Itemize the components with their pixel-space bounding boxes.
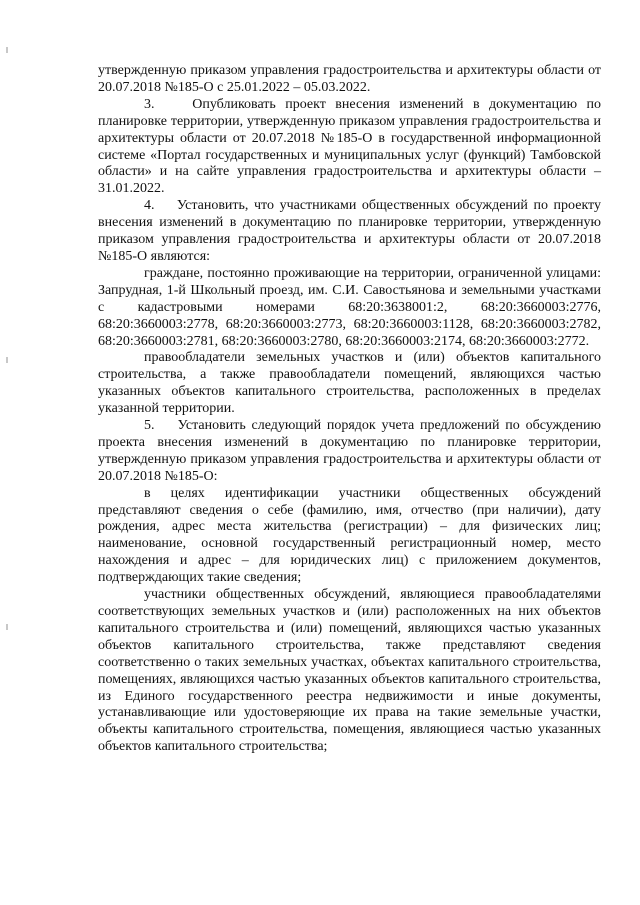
paragraph-rightholders: правообладатели земельных участков и (или) объектов капитального строительства, а также правообладатели помещений, являющихся частью указанных объектов капитального строительства, расположенных в пределах указанной территории.: [98, 350, 601, 417]
scan-mark: [6, 624, 8, 630]
paragraph-continuation: утвержденную приказом управления градостроительства и архитектуры области от 20.07.2018 №185-О с 25.01.2022 – 05.03.2022.: [98, 63, 601, 95]
document-body: [98, 63, 601, 756]
scan-mark: [6, 357, 8, 363]
scan-mark: [6, 47, 8, 53]
paragraph-item-5: 5. Установить следующий порядок учета предложений по обсуждению проекта внесения изменений в документацию по планировке территории, утвержденную приказом управления градостроительства и архитектуры области от 20.07.2018 №185-О:: [98, 418, 601, 484]
paragraph-item-4: 4. Установить, что участниками общественных обсуждений по проекту внесения изменений в документацию по планировке территории, утвержденную приказом управления градостроительства и архитектуры области от 20.07.2018 №185-О являются:: [98, 198, 601, 264]
paragraph-residents: граждане, постоянно проживающие на территории, ограниченной улицами: Запрудная, 1-й Школьный проезд, им. С.И. Савостьянова и земельными участками с кадастровыми номерами 68:20:3638001:2, 68:20:3660003:2776, 68:20:3660003:2778, 68:20:3660003:2773, 68:20:3660003:1128, 68:20:3660003:2782, 68:20:3660003:2781, 68:20:3660003:2780, 68:20:3660003:2174, 68:20:3660003:2772.: [98, 265, 601, 349]
paragraph-participants-rights: участники общественных обсуждений, являющиеся правообладателями соответствующих земельных участков и (или) расположенных на них объектов капитального строительства и (или) помещений, являющихся частью указанных объектов капитального строительства, также представляют сведения соответственно о таких земельных участках, объектах капитального строительства, помещениях, являющихся частью указанных объектов капитального строительства, из Единого государственного реестра недвижимости и иные документы, устанавливающие или удостоверяющие их права на такие земельные участки, объекты капитального строительства, помещения, являющиеся частью указанных объектов капитального строительства;: [98, 587, 601, 755]
paragraph-item-3: 3. Опубликовать проект внесения изменений в документацию по планировке территории, утвержденную приказом управления градостроительства и архитектуры области от 20.07.2018 №185-О в государственной информационной системе «Портал государственных и муниципальных услуг (функций) Тамбовской области» и на сайте управления градостроительства и архитектуры области – 31.01.2022.: [98, 96, 601, 197]
paragraph-identification: в целях идентификации участники общественных обсуждений представляют сведения о себе (фамилию, имя, отчество (при наличии), дату рождения, адрес места жительства (регистрации) – для физических лиц; наименование, основной государственный регистрационный номер, место нахождения и адрес – для юридических лиц) с приложением документов, подтверждающих такие сведения;: [98, 485, 601, 586]
